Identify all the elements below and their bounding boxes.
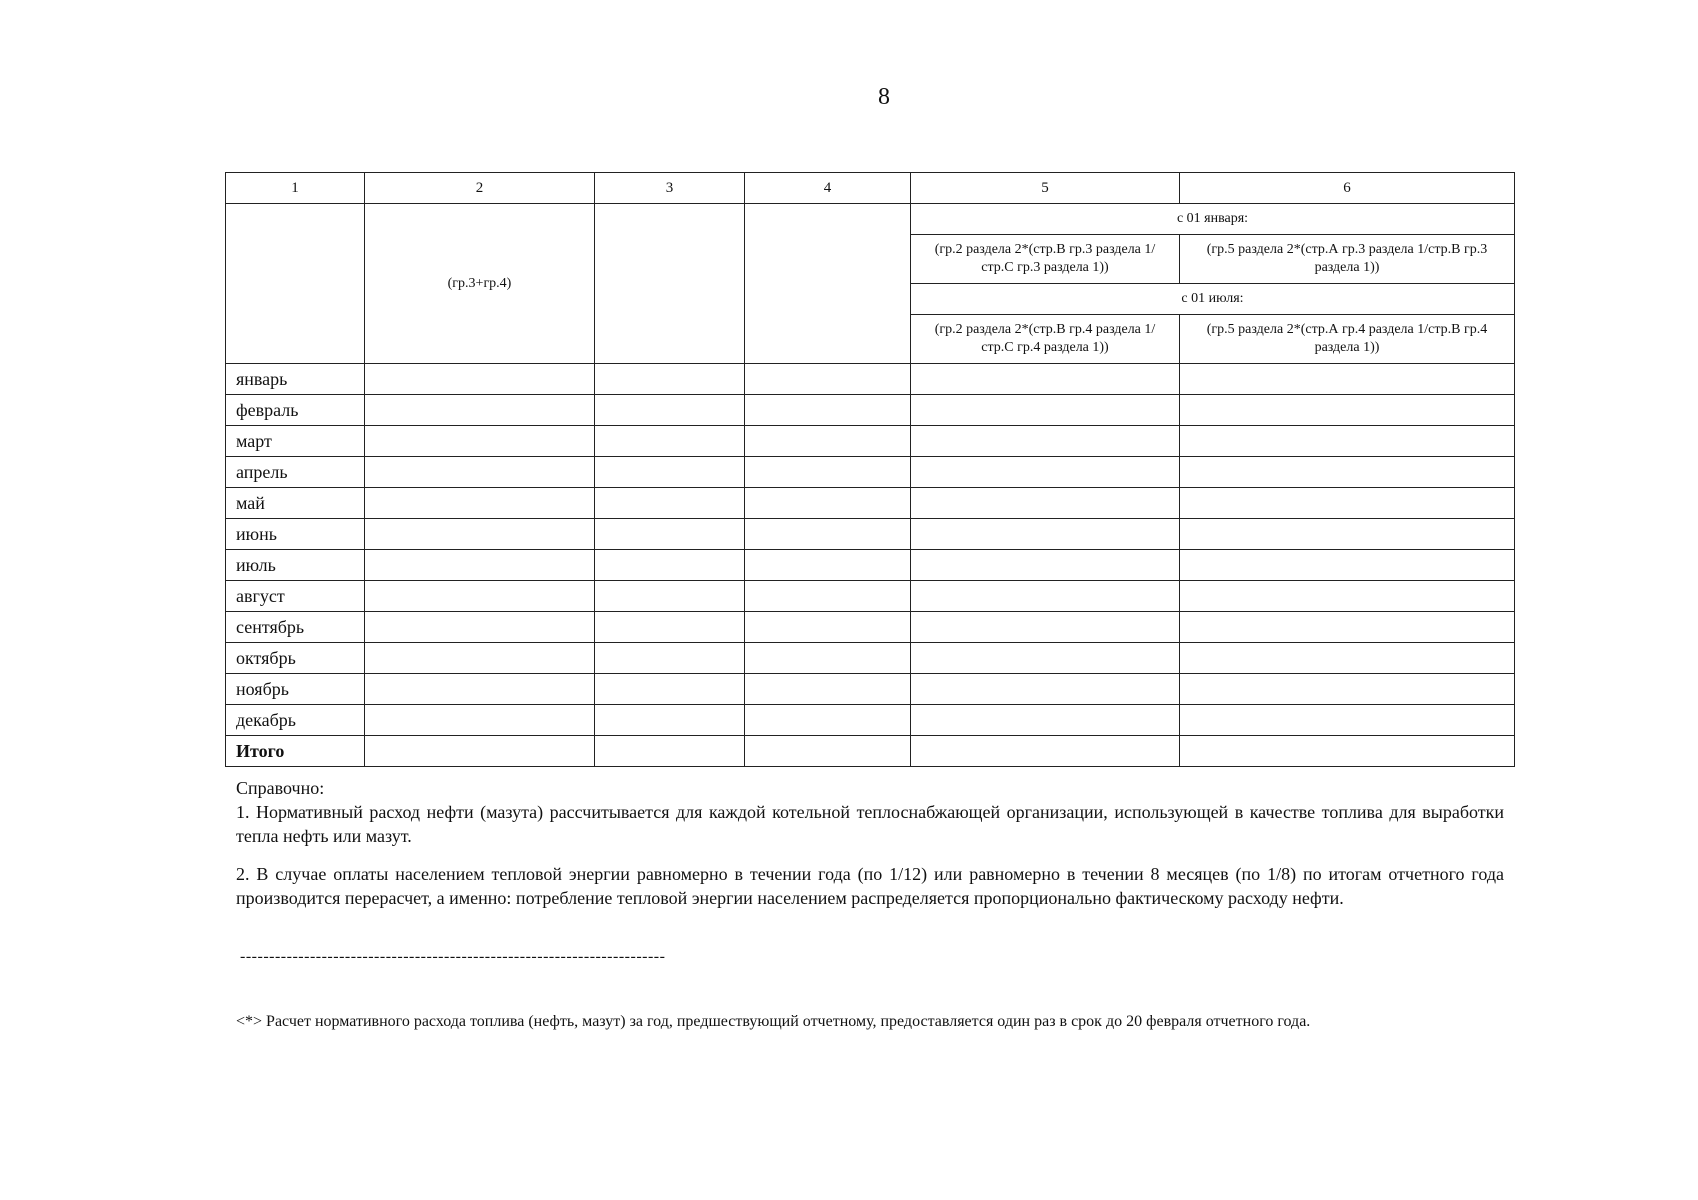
month-name: ноябрь xyxy=(226,674,365,705)
july-col6-formula: (гр.5 раздела 2*(стр.А гр.4 раздела 1/стр.В гр.4 раздела 1)) xyxy=(1180,315,1515,364)
value-cell-col5 xyxy=(911,612,1180,643)
value-cell-col2 xyxy=(365,581,595,612)
value-cell-col3 xyxy=(595,550,745,581)
table-row xyxy=(226,550,1515,581)
value-cell-col3 xyxy=(595,457,745,488)
month-name: апрель xyxy=(226,457,365,488)
value-cell-col4 xyxy=(745,488,911,519)
table-row xyxy=(226,426,1515,457)
note-1: 1. Нормативный расход нефти (мазута) рассчитывается для каждой котельной теплоснабжающей организации, использующей в качестве топлива для выработки тепла нефть или мазут. xyxy=(236,802,1504,846)
value-cell-col5 xyxy=(911,736,1180,767)
value-cell-col6 xyxy=(1180,395,1515,426)
value-cell-col2 xyxy=(365,705,595,736)
table-row xyxy=(226,612,1515,643)
month-name: май xyxy=(226,488,365,519)
value-cell-col6 xyxy=(1180,674,1515,705)
value-cell-col5 xyxy=(911,364,1180,395)
value-cell-col3 xyxy=(595,395,745,426)
col2-formula: (гр.3+гр.4) xyxy=(365,204,595,364)
value-cell-col6 xyxy=(1180,488,1515,519)
value-cell-col2 xyxy=(365,643,595,674)
table-row xyxy=(226,643,1515,674)
month-name: август xyxy=(226,581,365,612)
value-cell-col6 xyxy=(1180,612,1515,643)
value-cell-col4 xyxy=(745,581,911,612)
total-label: Итого xyxy=(226,736,365,767)
total-row xyxy=(226,736,1515,767)
table-row xyxy=(226,457,1515,488)
value-cell-col4 xyxy=(745,364,911,395)
value-cell-col6 xyxy=(1180,643,1515,674)
month-name: сентябрь xyxy=(226,612,365,643)
value-cell-col3 xyxy=(595,643,745,674)
value-cell-col3 xyxy=(595,736,745,767)
month-name: декабрь xyxy=(226,705,365,736)
notes-section xyxy=(236,776,1504,910)
value-cell-col5 xyxy=(911,550,1180,581)
value-cell-col3 xyxy=(595,705,745,736)
column-number: 2 xyxy=(365,173,595,204)
january-col6-formula: (гр.5 раздела 2*(стр.А гр.3 раздела 1/стр.В гр.3 раздела 1)) xyxy=(1180,235,1515,284)
value-cell-col4 xyxy=(745,550,911,581)
value-cell-col5 xyxy=(911,426,1180,457)
column-number: 4 xyxy=(745,173,911,204)
value-cell-col5 xyxy=(911,519,1180,550)
fuel-consumption-table xyxy=(225,172,1515,767)
value-cell-col4 xyxy=(745,457,911,488)
value-cell-col4 xyxy=(745,395,911,426)
value-cell-col2 xyxy=(365,426,595,457)
value-cell-col5 xyxy=(911,488,1180,519)
header-cell-col4 xyxy=(745,204,911,364)
column-number: 5 xyxy=(911,173,1180,204)
month-name: июль xyxy=(226,550,365,581)
notes-heading: Справочно: xyxy=(236,778,325,798)
table-row xyxy=(226,488,1515,519)
value-cell-col2 xyxy=(365,364,595,395)
value-cell-col5 xyxy=(911,457,1180,488)
value-cell-col6 xyxy=(1180,364,1515,395)
value-cell-col2 xyxy=(365,736,595,767)
page-number: 8 xyxy=(878,84,890,110)
value-cell-col2 xyxy=(365,612,595,643)
value-cell-col6 xyxy=(1180,457,1515,488)
value-cell-col4 xyxy=(745,612,911,643)
header-cell-col3 xyxy=(595,204,745,364)
value-cell-col4 xyxy=(745,674,911,705)
table-row xyxy=(226,581,1515,612)
value-cell-col3 xyxy=(595,612,745,643)
value-cell-col2 xyxy=(365,457,595,488)
month-rows xyxy=(226,364,1515,767)
value-cell-col3 xyxy=(595,426,745,457)
value-cell-col4 xyxy=(745,643,911,674)
value-cell-col2 xyxy=(365,395,595,426)
table-row xyxy=(226,395,1515,426)
column-number-row xyxy=(226,173,1515,204)
value-cell-col2 xyxy=(365,519,595,550)
note-2: 2. В случае оплаты населением тепловой энергии равномерно в течении года (по 1/12) или равномерно в течении 8 месяцев (по 1/8) по итогам отчетного года производится перерасчет, а именно: потребление тепловой энергии населением распределяется пропорционально фактическому расходу нефти. xyxy=(236,864,1504,908)
value-cell-col4 xyxy=(745,519,911,550)
january-col5-formula: (гр.2 раздела 2*(стр.В гр.3 раздела 1/стр.С гр.3 раздела 1)) xyxy=(911,235,1180,284)
separator-line: ------------------------------------------------------------------------- xyxy=(240,948,666,965)
july-col5-formula: (гр.2 раздела 2*(стр.В гр.4 раздела 1/стр.С гр.4 раздела 1)) xyxy=(911,315,1180,364)
value-cell-col5 xyxy=(911,674,1180,705)
value-cell-col3 xyxy=(595,519,745,550)
table-row xyxy=(226,364,1515,395)
value-cell-col2 xyxy=(365,550,595,581)
table-row xyxy=(226,705,1515,736)
value-cell-col4 xyxy=(745,426,911,457)
value-cell-col2 xyxy=(365,488,595,519)
value-cell-col3 xyxy=(595,581,745,612)
value-cell-col3 xyxy=(595,488,745,519)
value-cell-col6 xyxy=(1180,581,1515,612)
from-january-label: с 01 января: xyxy=(911,204,1515,235)
value-cell-col6 xyxy=(1180,519,1515,550)
month-name: июнь xyxy=(226,519,365,550)
column-number: 1 xyxy=(226,173,365,204)
value-cell-col6 xyxy=(1180,426,1515,457)
value-cell-col6 xyxy=(1180,705,1515,736)
value-cell-col4 xyxy=(745,705,911,736)
value-cell-col2 xyxy=(365,674,595,705)
value-cell-col5 xyxy=(911,705,1180,736)
value-cell-col5 xyxy=(911,581,1180,612)
value-cell-col5 xyxy=(911,395,1180,426)
month-name: январь xyxy=(226,364,365,395)
value-cell-col3 xyxy=(595,364,745,395)
value-cell-col6 xyxy=(1180,550,1515,581)
footnote: <*> Расчет нормативного расхода топлива (нефть, мазут) за год, предшествующий отчетному, предоставляется один раз в срок до 20 февраля отчетного года. xyxy=(236,1013,1311,1030)
month-name: октябрь xyxy=(226,643,365,674)
value-cell-col3 xyxy=(595,674,745,705)
value-cell-col4 xyxy=(745,736,911,767)
from-july-label: с 01 июля: xyxy=(911,284,1515,315)
value-cell-col5 xyxy=(911,643,1180,674)
column-number: 6 xyxy=(1180,173,1515,204)
value-cell-col6 xyxy=(1180,736,1515,767)
month-name: март xyxy=(226,426,365,457)
column-number: 3 xyxy=(595,173,745,204)
header-cell-col1 xyxy=(226,204,365,364)
month-name: февраль xyxy=(226,395,365,426)
table-row xyxy=(226,519,1515,550)
table-row xyxy=(226,674,1515,705)
